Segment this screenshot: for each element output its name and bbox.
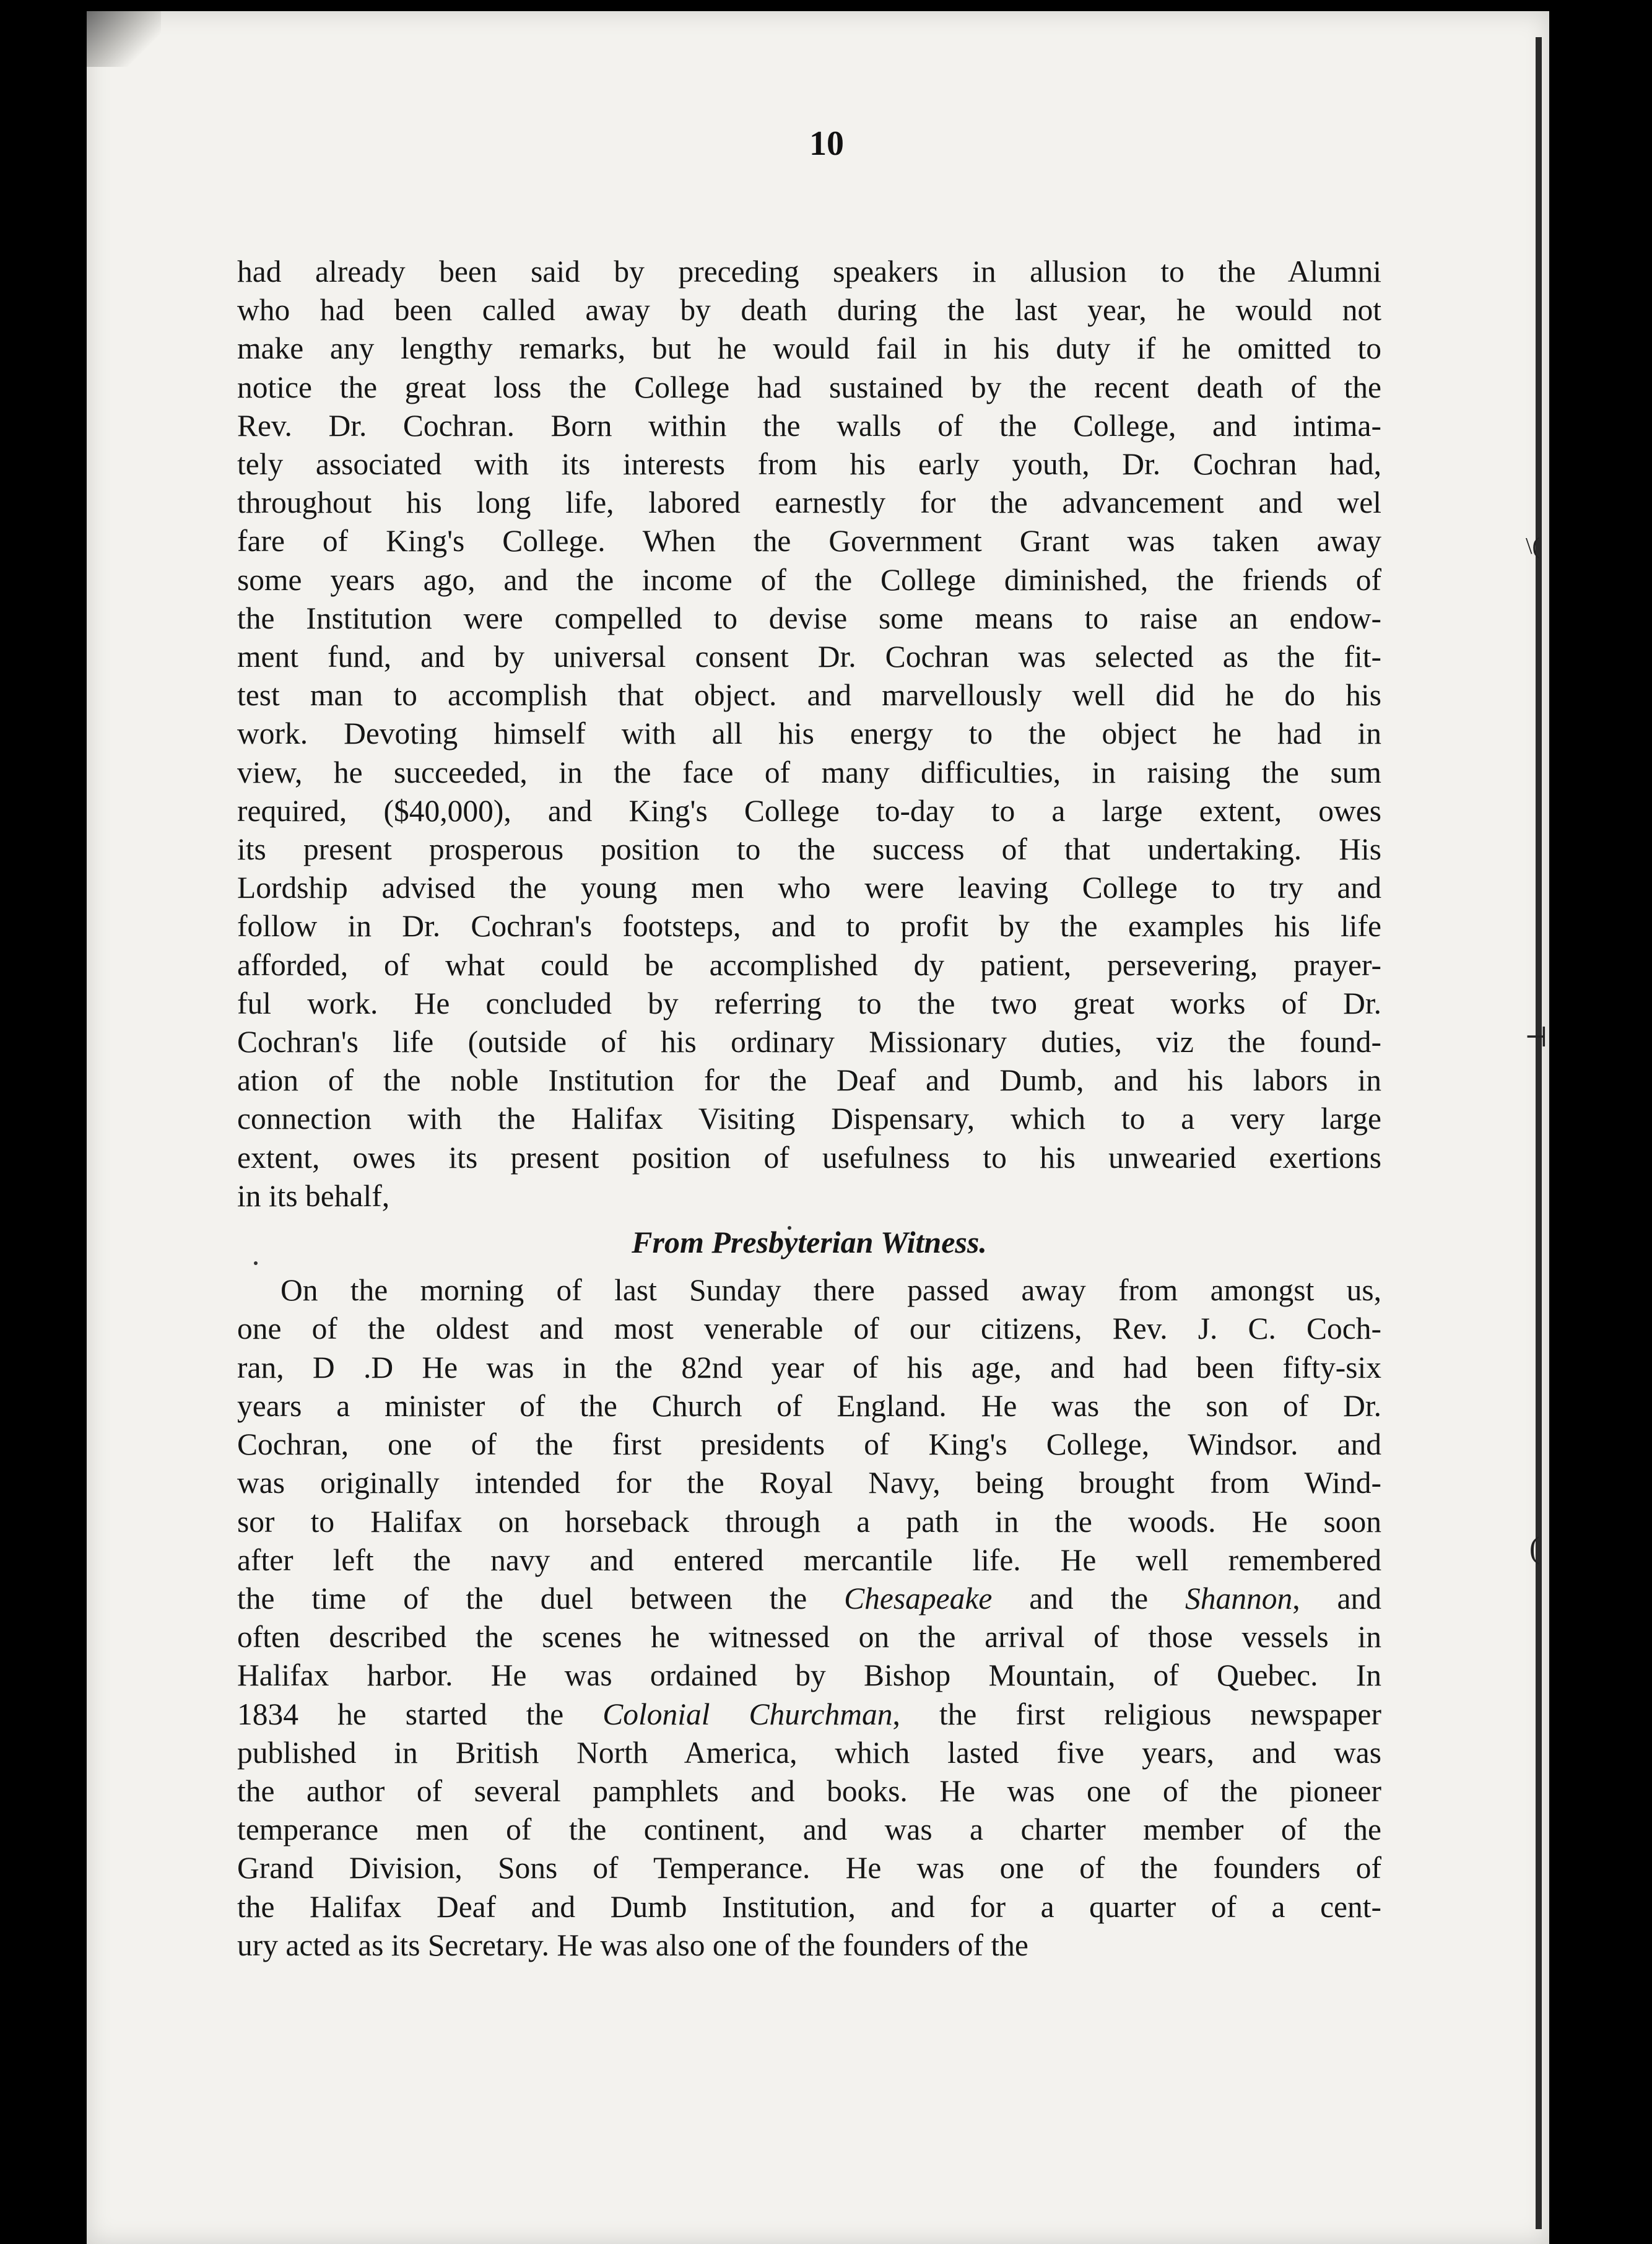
text-line: Halifax harbor. He was ordained by Bishop Mountain, of Quebec. In	[237, 1658, 1381, 1693]
text-line: sor to Halifax on horseback through a path in the woods. He soon	[237, 1504, 1381, 1539]
text-run: 1834 he started the	[237, 1697, 603, 1731]
text-line: test man to accomplish that object. and marvellously well did he do his	[237, 678, 1381, 713]
text-line: its present prosperous position to the success of that undertaking. His	[237, 832, 1381, 867]
text-line: ran, D .D He was in the 82nd year of his age, and had been fifty-six	[237, 1350, 1381, 1385]
text-line: published in British North America, which lasted five years, and was	[237, 1735, 1381, 1770]
text-run: the time of the duel between the	[237, 1581, 845, 1616]
text-line: extent, owes its present position of usefulness to his unwearied exertions	[237, 1140, 1381, 1175]
text-line: view, he succeeded, in the face of many difficulties, in raising the sum	[237, 755, 1381, 789]
text-line: years a minister of the Church of England. He was the son of Dr.	[237, 1388, 1381, 1423]
text-line: notice the great loss the College had sustained by the recent death of the	[237, 370, 1381, 404]
text-line: Cochran, one of the first presidents of King's College, Windsor. and	[237, 1427, 1381, 1462]
text-line: tely associated with its interests from his early youth, Dr. Cochran had,	[237, 447, 1381, 482]
text-line: was originally intended for the Royal Navy, being brought from Wind-	[237, 1466, 1381, 1500]
text-line: after left the navy and entered mercantile life. He well remembered	[237, 1542, 1381, 1577]
italic-title: Colonial Churchman	[602, 1697, 893, 1731]
text-line: had already been said by preceding speakers in allusion to the Alumni	[237, 254, 1381, 289]
text-line: temperance men of the continent, and was a charter member of the	[237, 1812, 1381, 1847]
text-line: the Halifax Deaf and Dumb Institution, and for a quarter of a cent-	[237, 1889, 1381, 1924]
text-line: some years ago, and the income of the College diminished, the friends of	[237, 562, 1381, 597]
text-line: work. Devoting himself with all his energy to the object he had in	[237, 716, 1381, 751]
text-line: ment fund, and by universal consent Dr. Cochran was selected as the fit-	[237, 640, 1381, 674]
page-corner-fold	[87, 11, 161, 67]
margin-mark: (	[1529, 1530, 1540, 1565]
text-line: required, ($40,000), and King's College to-day to a large extent, owes	[237, 793, 1381, 828]
text-line: ury acted as its Secretary. He was also one of the founders of the	[237, 1928, 1028, 1962]
text-line: in its behalf,	[237, 1178, 390, 1213]
page-edge-shadow	[1536, 37, 1542, 2229]
text-line	[237, 1580, 1381, 1618]
text-line: often described the scenes he witnessed on the arrival of those vessels in	[237, 1620, 1381, 1655]
text-line: ation of the noble Institution for the Deaf and Dumb, and his labors in	[237, 1063, 1381, 1098]
paragraph-presbyterian-witness	[237, 1271, 1381, 1965]
text-line: Lordship advised the young men who were leaving College to try and	[237, 871, 1381, 905]
text-run: , and	[1292, 1581, 1381, 1616]
body-text	[237, 253, 1381, 1965]
text-line: follow in Dr. Cochran's footsteps, and to profit by the examples his life	[237, 909, 1381, 944]
text-line	[237, 1695, 1381, 1734]
text-line: who had been called away by death during the last year, he would not	[237, 293, 1381, 328]
italic-title: Shannon	[1185, 1581, 1293, 1616]
text-run: , the first religious newspaper	[892, 1697, 1382, 1731]
section-heading: From Presbyterian Witness.	[632, 1225, 987, 1260]
margin-mark: \(	[1526, 533, 1541, 559]
text-line: connection with the Halifax Visiting Dispensary, which to a very large	[237, 1102, 1381, 1136]
text-line: Rev. Dr. Cochran. Born within the walls of the College, and intima-	[237, 408, 1381, 443]
text-line: Cochran's life (outside of his ordinary Missionary duties, viz the found-	[237, 1025, 1381, 1059]
text-line: ful work. He concluded by referring to the two great works of Dr.	[237, 986, 1381, 1020]
text-line: the author of several pamphlets and books. He was one of the pioneer	[237, 1773, 1381, 1808]
paragraph-alumni-remarks	[237, 253, 1381, 1216]
text-line: fare of King's College. When the Government Grant was taken away	[237, 524, 1381, 559]
text-line: make any lengthy remarks, but he would fail in his duty if he omitted to	[237, 331, 1381, 366]
italic-title: Chesapeake	[844, 1581, 993, 1616]
text-run: and the	[992, 1581, 1185, 1616]
text-line: afforded, of what could be accomplished dy patient, persevering, prayer-	[237, 947, 1381, 982]
text-line: one of the oldest and most venerable of our citizens, Rev. J. C. Coch-	[237, 1311, 1381, 1346]
text-line: Grand Division, Sons of Temperance. He was one of the founders of	[237, 1851, 1381, 1885]
text-line: throughout his long life, labored earnestly for the advancement and wel	[237, 485, 1381, 520]
page-number: 10	[809, 124, 844, 163]
text-line: the Institution were compelled to devise some means to raise an endow-	[237, 601, 1381, 635]
margin-mark: ⊣	[1524, 1022, 1548, 1053]
text-line: On the morning of last Sunday there passed away from amongst us,	[280, 1273, 1381, 1308]
